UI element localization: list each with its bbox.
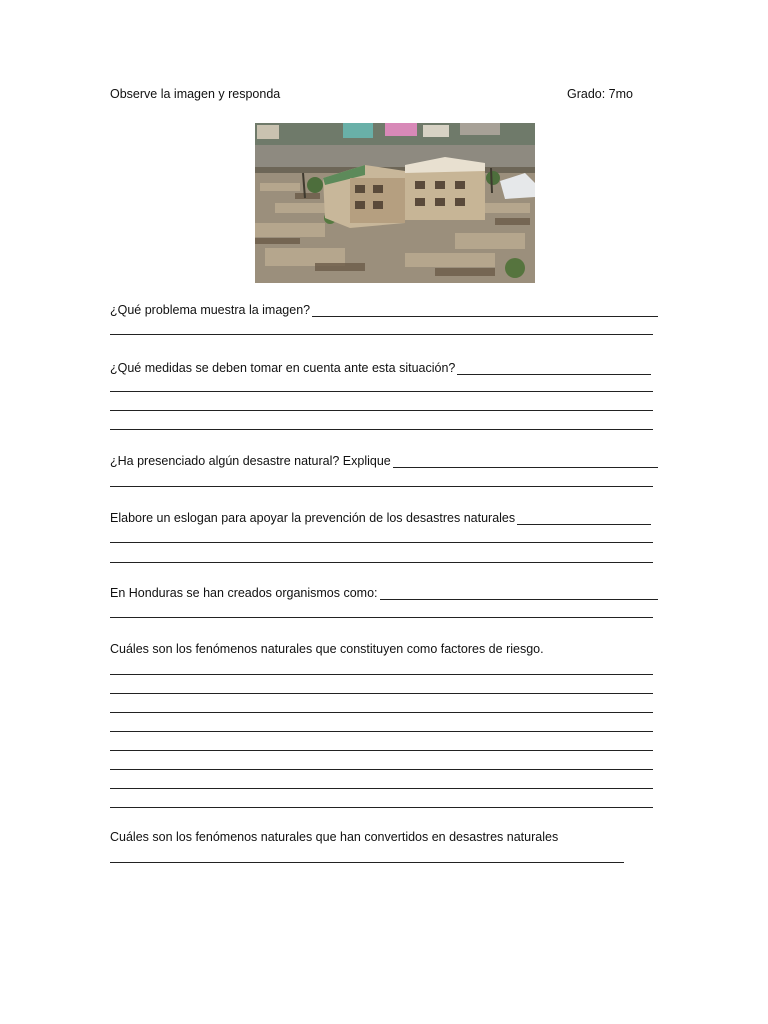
- grade-label: Grado: 7mo: [567, 87, 634, 101]
- question-7: [110, 830, 658, 844]
- question-4-text: Elabore un eslogan para apoyar la prevención de los desastres naturales: [110, 511, 516, 525]
- answer-line[interactable]: [110, 731, 653, 732]
- answer-line[interactable]: [110, 334, 653, 335]
- answer-blank[interactable]: [312, 305, 658, 317]
- question-3: [110, 454, 658, 468]
- answer-line[interactable]: [110, 674, 653, 675]
- question-1-text: ¿Qué problema muestra la imagen?: [110, 303, 311, 317]
- answer-blank[interactable]: [393, 456, 658, 468]
- answer-line[interactable]: [110, 542, 653, 543]
- answer-line[interactable]: [110, 429, 653, 430]
- answer-line[interactable]: [110, 486, 653, 487]
- answer-line[interactable]: [110, 410, 653, 411]
- answer-line[interactable]: [110, 693, 653, 694]
- question-6: [110, 642, 658, 656]
- question-7-text: Cuáles son los fenómenos naturales que han convertidos en desastres naturales: [110, 830, 559, 844]
- answer-line[interactable]: [110, 862, 624, 863]
- question-5: [110, 586, 658, 600]
- question-2: [110, 361, 651, 375]
- instruction-text: Observe la imagen y responda: [110, 87, 281, 101]
- answer-line[interactable]: [110, 769, 653, 770]
- answer-line[interactable]: [110, 391, 653, 392]
- answer-line[interactable]: [110, 750, 653, 751]
- question-2-text: ¿Qué medidas se deben tomar en cuenta ante esta situación?: [110, 361, 456, 375]
- answer-line[interactable]: [110, 807, 653, 808]
- answer-blank[interactable]: [380, 588, 658, 600]
- answer-line[interactable]: [110, 788, 653, 789]
- disaster-photo: [255, 123, 535, 283]
- answer-line[interactable]: [110, 562, 653, 563]
- question-5-text: En Honduras se han creados organismos como:: [110, 586, 378, 600]
- answer-blank[interactable]: [517, 513, 651, 525]
- question-6-text: Cuáles son los fenómenos naturales que constituyen como factores de riesgo.: [110, 642, 544, 656]
- answer-line[interactable]: [110, 617, 653, 618]
- question-1: [110, 303, 658, 317]
- question-4: [110, 511, 651, 525]
- answer-blank[interactable]: [457, 363, 651, 375]
- answer-line[interactable]: [110, 712, 653, 713]
- question-3-text: ¿Ha presenciado algún desastre natural? Explique: [110, 454, 391, 468]
